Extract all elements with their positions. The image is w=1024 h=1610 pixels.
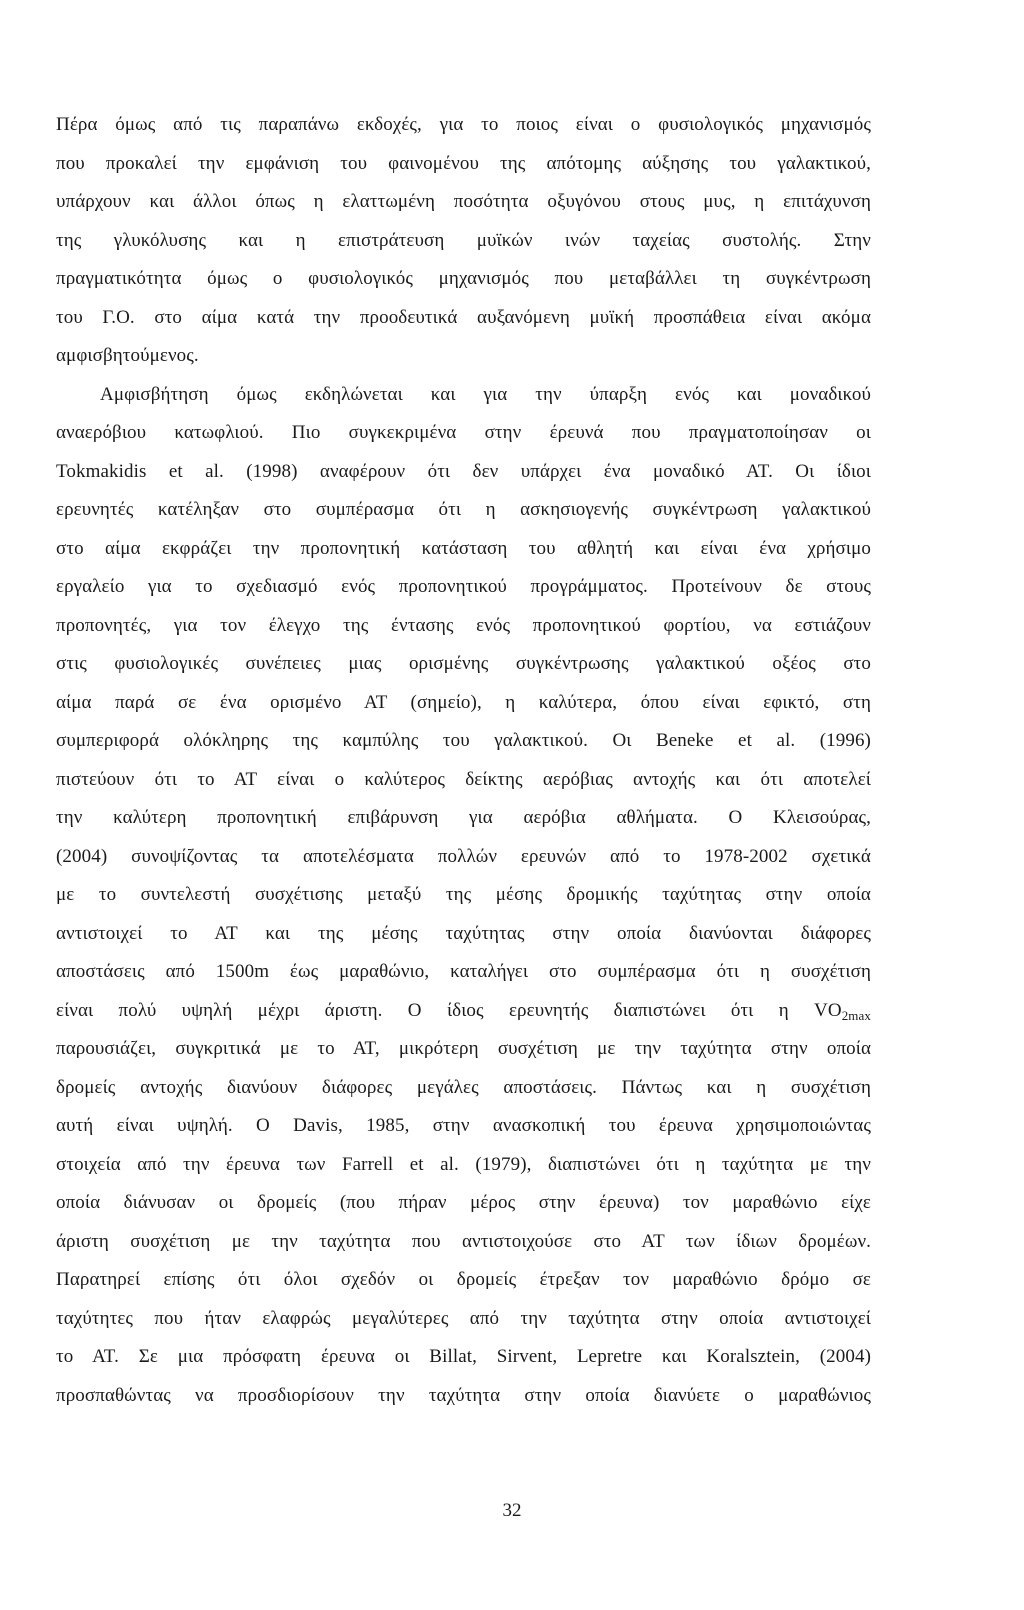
text-line: Tokmakidis et al. (1998) αναφέρουν ότι δεν υπάρχει ένα μοναδικό ΑΤ. Οι ίδιοι xyxy=(56,460,871,482)
text-line: που προκαλεί την εμφάνιση του φαινομένου της απότομης αύξησης του γαλακτικού, xyxy=(56,152,871,174)
text-line: προσπαθώντας να προσδιορίσουν την ταχύτητα στην οποία διανύετε ο μαραθώνιος xyxy=(56,1384,871,1406)
text-line: συμπεριφορά ολόκληρης της καμπύλης του γαλακτικού. Οι Beneke et al. (1996) xyxy=(56,730,871,751)
text-line: αίμα παρά σε ένα ορισμένο ΑΤ (σημείο), η καλύτερα, όπου είναι εφικτό, στη xyxy=(56,691,871,713)
text-line: προπονητές, για τον έλεγχο της έντασης ενός προπονητικού φορτίου, να εστιάζουν xyxy=(56,614,871,636)
text-line: άριστη συσχέτιση με την ταχύτητα που αντιστοιχούσε στο ΑΤ των ίδιων δρομέων. xyxy=(56,1230,871,1252)
vo2-line-text: είναι πολύ υψηλή μέχρι άριστη. Ο ίδιος ερευνητής διαπιστώνει ότι η VO xyxy=(56,999,842,1021)
text-line: στο αίμα εκφράζει την προπονητική κατάσταση του αθλητή και είναι ένα χρήσιμο xyxy=(56,537,871,559)
text-line: (2004) συνοψίζοντας τα αποτελέσματα πολλών ερευνών από το 1978-2002 σχετικά xyxy=(56,845,871,867)
text-line: οποία διάνυσαν οι δρομείς (που πήραν μέρος στην έρευνα) τον μαραθώνιο είχε xyxy=(56,1192,871,1213)
text-line-vo2max xyxy=(56,992,871,1031)
text-line: αμφισβητούμενος. xyxy=(56,345,199,366)
body-text xyxy=(56,106,871,1415)
text-line: ταχύτητες που ήταν ελαφρώς μεγαλύτερες από την ταχύτητα στην οποία αντιστοιχεί xyxy=(56,1307,871,1329)
text-line: δρομείς αντοχής διανύουν διάφορες μεγάλες αποστάσεις. Πάντως και η συσχέτιση xyxy=(56,1076,871,1098)
text-line: της γλυκόλυσης και η επιστράτευση μυϊκών ινών ταχείας συστολής. Στην xyxy=(56,229,871,251)
text-line: Αμφισβήτηση όμως εκδηλώνεται και για την ύπαρξη ενός και μοναδικού xyxy=(100,383,871,405)
text-line: την καλύτερη προπονητική επιβάρυνση για αερόβια αθλήματα. Ο Κλεισούρας, xyxy=(56,807,871,828)
text-line: Πέρα όμως από τις παραπάνω εκδοχές, για το ποιος είναι ο φυσιολογικός μηχανισμός xyxy=(56,114,871,135)
page-number: 32 xyxy=(502,1500,522,1521)
text-line: υπάρχουν και άλλοι όπως η ελαττωμένη ποσότητα οξυγόνου στους μυς, η επιτάχυνση xyxy=(56,191,871,212)
text-line: εργαλείο για το σχεδιασμό ενός προπονητικού προγράμματος. Προτείνουν δε στους xyxy=(56,576,871,597)
text-line: αποστάσεις από 1500m έως μαραθώνιο, καταλήγει στο συμπέρασμα ότι η συσχέτιση xyxy=(56,961,871,982)
text-line: ερευνητές κατέληξαν στο συμπέρασμα ότι η ασκησιογενής συγκέντρωση γαλακτικού xyxy=(56,499,871,520)
text-line: αναερόβιου κατωφλιού. Πιο συγκεκριμένα στην έρευνά που πραγματοποίησαν οι xyxy=(56,422,871,443)
text-line: στοιχεία από την έρευνα των Farrell et al. (1979), διαπιστώνει ότι η ταχύτητα με την xyxy=(56,1153,871,1175)
text-line: του Γ.Ο. στο αίμα κατά την προοδευτικά αυξανόμενη μυϊκή προσπάθεια είναι ακόμα xyxy=(56,306,871,328)
vo2-subscript: 2max xyxy=(841,1007,871,1023)
text-line: με το συντελεστή συσχέτισης μεταξύ της μέσης δρομικής ταχύτητας στην οποία xyxy=(56,884,871,905)
text-line: στις φυσιολογικές συνέπειες μιας ορισμένης συγκέντρωσης γαλακτικού οξέος στο xyxy=(56,653,871,674)
text-line: παρουσιάζει, συγκριτικά με το ΑΤ, μικρότερη συσχέτιση με την ταχύτητα στην οποία xyxy=(56,1038,871,1059)
text-line: πιστεύουν ότι το ΑΤ είναι ο καλύτερος δείκτης αερόβιας αντοχής και ότι αποτελεί xyxy=(56,768,871,790)
text-line: Παρατηρεί επίσης ότι όλοι σχεδόν οι δρομείς έτρεξαν τον μαραθώνιο δρόμο σε xyxy=(56,1269,871,1290)
text-line: αντιστοιχεί το ΑΤ και της μέσης ταχύτητας στην οποία διανύονται διάφορες xyxy=(56,922,871,944)
text-line: πραγματικότητα όμως ο φυσιολογικός μηχανισμός που μεταβάλλει τη συγκέντρωση xyxy=(56,268,871,289)
text-line: αυτή είναι υψηλή. Ο Davis, 1985, στην ανασκοπική του έρευνα χρησιμοποιώντας xyxy=(56,1115,871,1136)
text-line: το ΑΤ. Σε μια πρόσφατη έρευνα οι Billat, Sirvent, Lepretre και Koralsztein, (2004) xyxy=(56,1346,871,1367)
